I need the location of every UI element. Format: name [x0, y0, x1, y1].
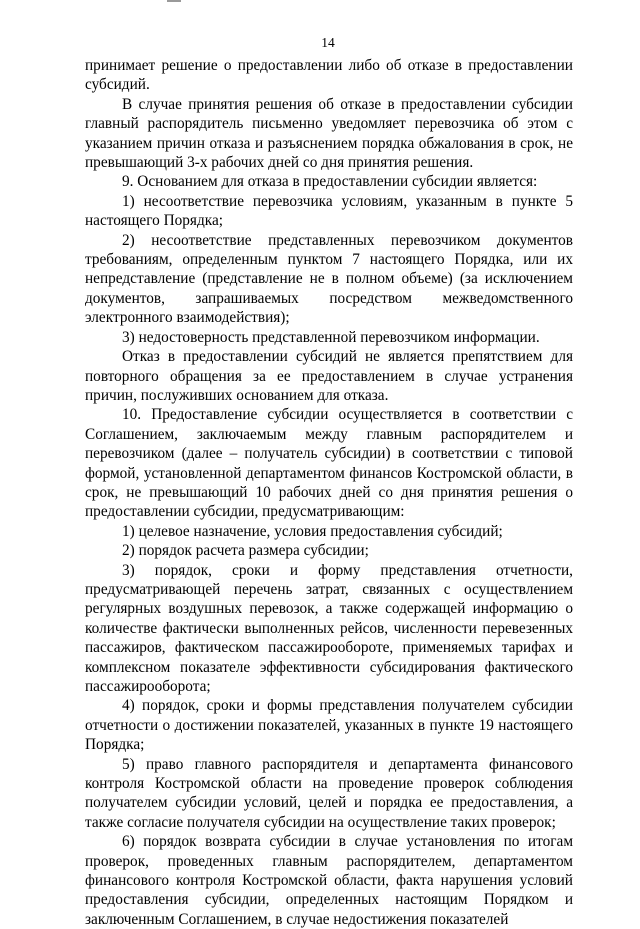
paragraph-item-10-2: 2) порядок расчета размера субсидии;	[122, 542, 369, 560]
paragraph-item-9-1: 1) несоответствие перевозчика условиям, указанным в пункте 5 настоящего Порядка;	[85, 192, 573, 230]
paragraph-item-9-2: 2) несоответствие представленных перевозчиком документов требованиям, определенным пунктом 7 настоящего Порядка, или их непредставление (представление не в полном объеме) (за исключением документов, запрашиваемых посредством межведомственного электронного взаимодействия);	[85, 231, 573, 327]
paragraph-refusal-notice: В случае принятия решения об отказе в предоставлении субсидии главный распорядитель письменно уведомляет перевозчика об этом с указанием причин отказа и разъяснением порядка обжалования в срок, не превышающий 3-х рабочих дней со дня принятия решения.	[85, 95, 573, 172]
paragraph-item-9-heading: 9. Основанием для отказа в предоставлении субсидии является:	[122, 173, 538, 191]
paragraph-item-10-4: 4) порядок, сроки и формы представления получателем субсидии отчетности о достижении показателей, указанных в пункте 19 настоящего Порядка;	[85, 697, 573, 754]
paragraph-item-10-3: 3) порядок, сроки и форму представления отчетности, предусматривающей перечень затрат, связанных с осуществлением регулярных воздушных перевозок, а также содержащей информацию о количестве фактически выполненных рейсов, численности перевезенных пассажиров, фактическом пассажирообороте, применяемых тарифах и комплексном показателе эффективности субсидирования фактического пассажирооборота;	[85, 561, 573, 695]
paragraph-item-9-3: 3) недостоверность представленной перевозчиком информации.	[122, 328, 540, 346]
paragraph-item-10-1: 1) целевое назначение, условия предоставления субсидий;	[122, 522, 503, 540]
paragraph-refusal-not-obstacle: Отказ в предоставлении субсидий не является препятствием для повторного обращения за ее предоставлением в случае устранения причин, послуживших основанием для отказа.	[85, 348, 573, 404]
paragraph-item-10-5: 5) право главного распорядителя и департамента финансового контроля Костромской области на проведение проверок соблюдения получателем субсидии условий, целей и порядка ее предоставления, а также согласие получателя субсидии на осуществление таких проверок;	[85, 755, 573, 831]
scan-mark	[167, 0, 181, 2]
page-number: 14	[321, 35, 335, 50]
paragraph-continuation: принимает решение о предоставлении либо об отказе в предоставлении субсидий.	[85, 57, 573, 94]
paragraph-item-10-6: 6) порядок возврата субсидии в случае установления по итогам проверок, проведенных главным распорядителем, департаментом финансового контроля Костромской области, факта нарушения условий предоставления субсидии, определенных настоящим Порядком и заключенным Соглашением, в случае недостижения показателей	[85, 833, 573, 928]
document-body	[85, 56, 573, 929]
paragraph-item-10-heading: 10. Предоставление субсидии осуществляется в соответствии с Соглашением, заключаемым между главным распорядителем и перевозчиком (далее – получатель субсидии) в соответствии с типовой формой, установленной департаментом финансов Костромской области, в срок, не превышающий 10 рабочих дней со дня принятия решения о предоставлении субсидии, предусматривающим:	[85, 406, 573, 521]
